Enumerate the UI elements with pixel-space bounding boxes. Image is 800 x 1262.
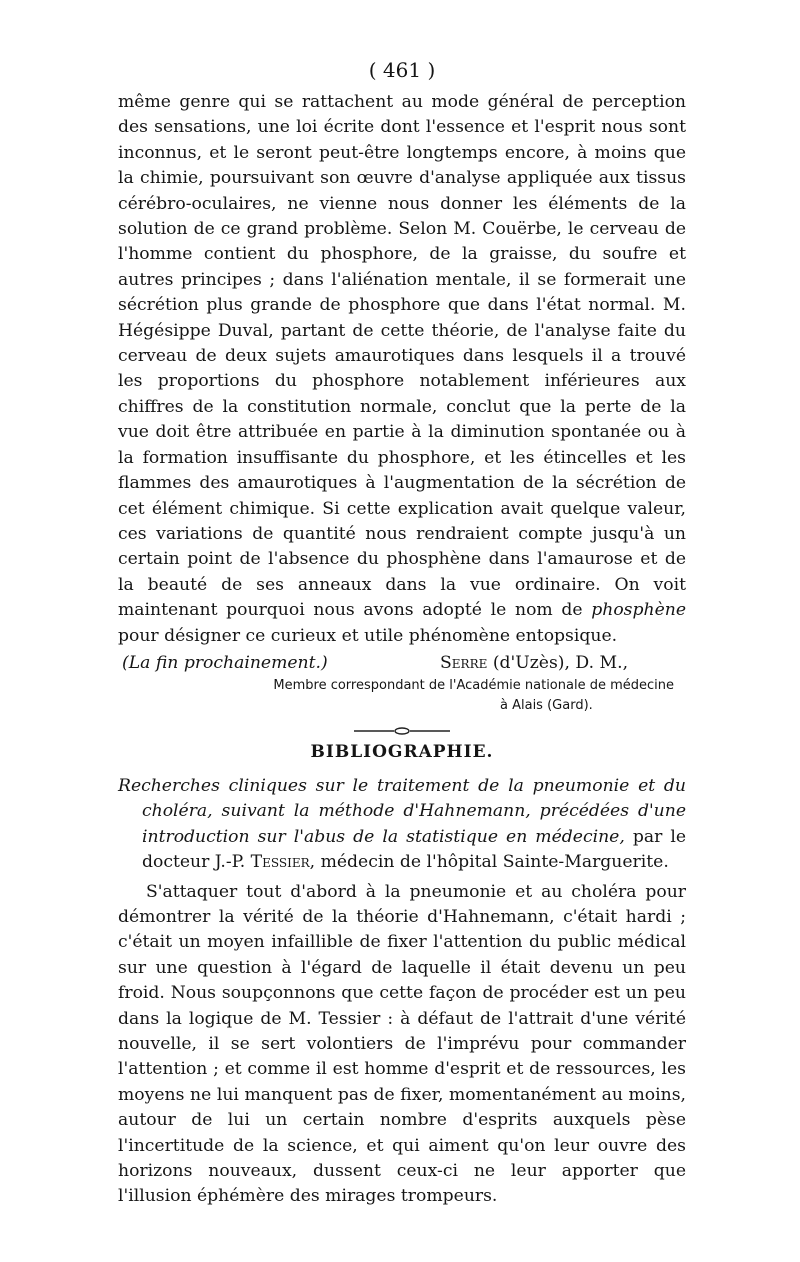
ornamental-rule-divider [352,726,452,736]
review-title: Recherches cliniques sur le traitement de la pneumonie et du choléra, suivant la méthode d'Hahnemann, précédées d'une introduction sur l'abus de la statistique en médecine, [118,775,686,847]
page [118,58,686,1210]
author-affiliation-2: à Alais (Gard). [500,697,593,713]
review-author-suffix: , médecin de l'hôpital Sainte-Marguerite. [309,852,669,873]
review-author-name: Tessier [250,852,310,873]
page-number: ( 461 ) [368,58,436,82]
review-citation [118,774,686,876]
author-name: Serre [440,652,488,673]
paragraph-1-text: même genre qui se rattachent au mode général de perception des sensations, une loi écrite dont l'essence et l'esprit nous sont inconnus, et le seront peut-être longtemps encore, à moins que la chimie, poursuivant son œuvre d'analyse appliquée aux tissus cérébro-oculaires, ne vienne nous donner les éléments de la solution de ce grand problème. Selon M. Couërbe, le cerveau de l'homme contient du phosphore, de la graisse, du soufre et autres principes ; dans l'aliénation mentale, il se formerait une sécrétion plus grande de phosphore que dans l'état normal. M. Hégésippe Duval, partant de cette théorie, de l'analyse faite du cerveau de deux sujets amaurotiques dans lesquels il a trouvé les proportions du phosphore notablement inférieures aux chiffres de la constitution normale, conclut que la perte de la vue doit être attribuée en partie à la diminution spontanée ou à la formation insuffisante du phosphore, et les étincelles et les flammes des amaurotiques à l'augmentation de la sécrétion de cet élément chimique. Si cette explication avait quelque valeur, ces variations de quantité nous rendraient compte jusqu'à un certain point de l'absence du phosphène dans l'amaurose et de la beauté de ses anneaux dans la vue ordinaire. On voit maintenant pourquoi nous avons adopté le nom de [118,92,686,621]
author-signature [440,651,628,676]
review-author-prefix: par le docteur J.-P. [142,826,686,873]
signature-line [118,651,686,676]
paragraph-1-end: pour désigner ce curieux et utile phénomène entopsique. [118,625,618,646]
section-heading: BIBLIOGRAPHIE. [310,741,494,762]
author-details: (d'Uzès), D. M., [487,652,629,673]
paragraph-1-italic-term: phosphène [591,600,686,621]
author-affiliation-1: Membre correspondant de l'Académie nationale de médecine [273,677,674,693]
body-paragraph-1 [118,90,686,649]
continuation-note: (La fin prochainement.) [122,652,328,673]
body-paragraph-2: S'attaquer tout d'abord à la pneumonie et au choléra pour démontrer la vérité de la théorie d'Hahnemann, c'était hardi ; c'était un moyen infaillible de fixer l'attention du public médical sur une question à l'égard de laquelle il était devenu un peu froid. Nous soupçonnons que cette façon de procéder est un peu dans la logique de M. Tessier : à défaut de l'attrait d'une vérité nouvelle, il se sert volontiers de l'imprévu pour commander l'attention ; et comme il est homme d'esprit et de ressources, les moyens ne lui manquent pas de fixer, momentanément au moins, autour de lui un certain nombre d'esprits auxquels pèse l'incertitude de la science, et qui aiment qu'on leur ouvre des horizons nouveaux, dussent ceux-ci ne leur apporter que l'illusion éphémère des mirages trompeurs. [118,881,686,1207]
